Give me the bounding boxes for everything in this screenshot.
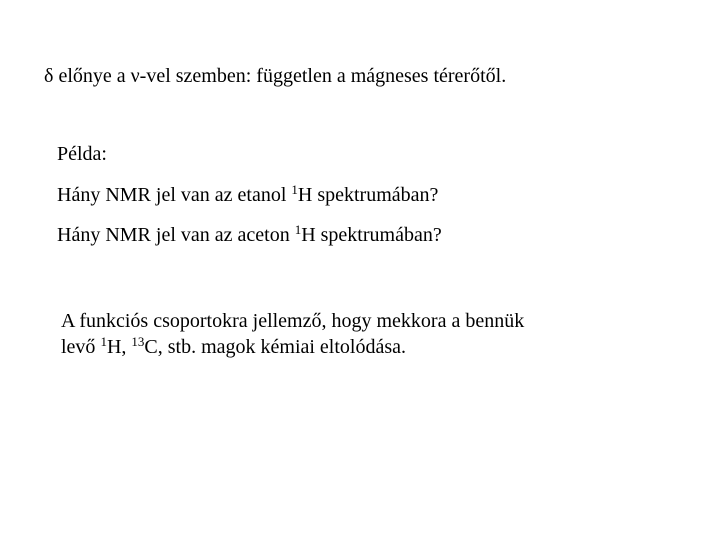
question-acetone	[57, 223, 442, 247]
question-acetone-superscript: 1	[294, 222, 302, 237]
superscript-h: 1	[100, 334, 107, 349]
delta-symbol: δ	[44, 65, 54, 87]
functional-groups-note	[61, 308, 661, 360]
functional-groups-line-2-before: levő	[61, 336, 101, 358]
question-ethanol-superscript: 1	[291, 182, 298, 197]
question-ethanol-after: H spektrumában?	[297, 184, 439, 206]
functional-groups-line-2-after: C, stb. magok kémiai eltolódása.	[144, 336, 407, 358]
question-acetone-after: H spektrumában?	[301, 224, 442, 246]
functional-groups-line-2-mid: H,	[106, 336, 132, 358]
question-ethanol-before: Hány NMR jel van az etanol	[57, 184, 292, 206]
delta-text-part-a: előnye a	[53, 65, 131, 87]
superscript-c: 13	[131, 334, 145, 349]
nu-symbol: ν	[130, 65, 140, 87]
functional-groups-line-1: A funkciós csoportokra jellemző, hogy mekkora a bennük	[61, 310, 525, 332]
question-ethanol	[57, 183, 438, 207]
delta-advantage-statement	[44, 64, 506, 88]
delta-text-part-b: -vel szemben: független a mágneses térerőtől.	[139, 65, 507, 87]
question-acetone-before: Hány NMR jel van az aceton	[57, 224, 295, 246]
example-label: Példa:	[57, 143, 107, 165]
